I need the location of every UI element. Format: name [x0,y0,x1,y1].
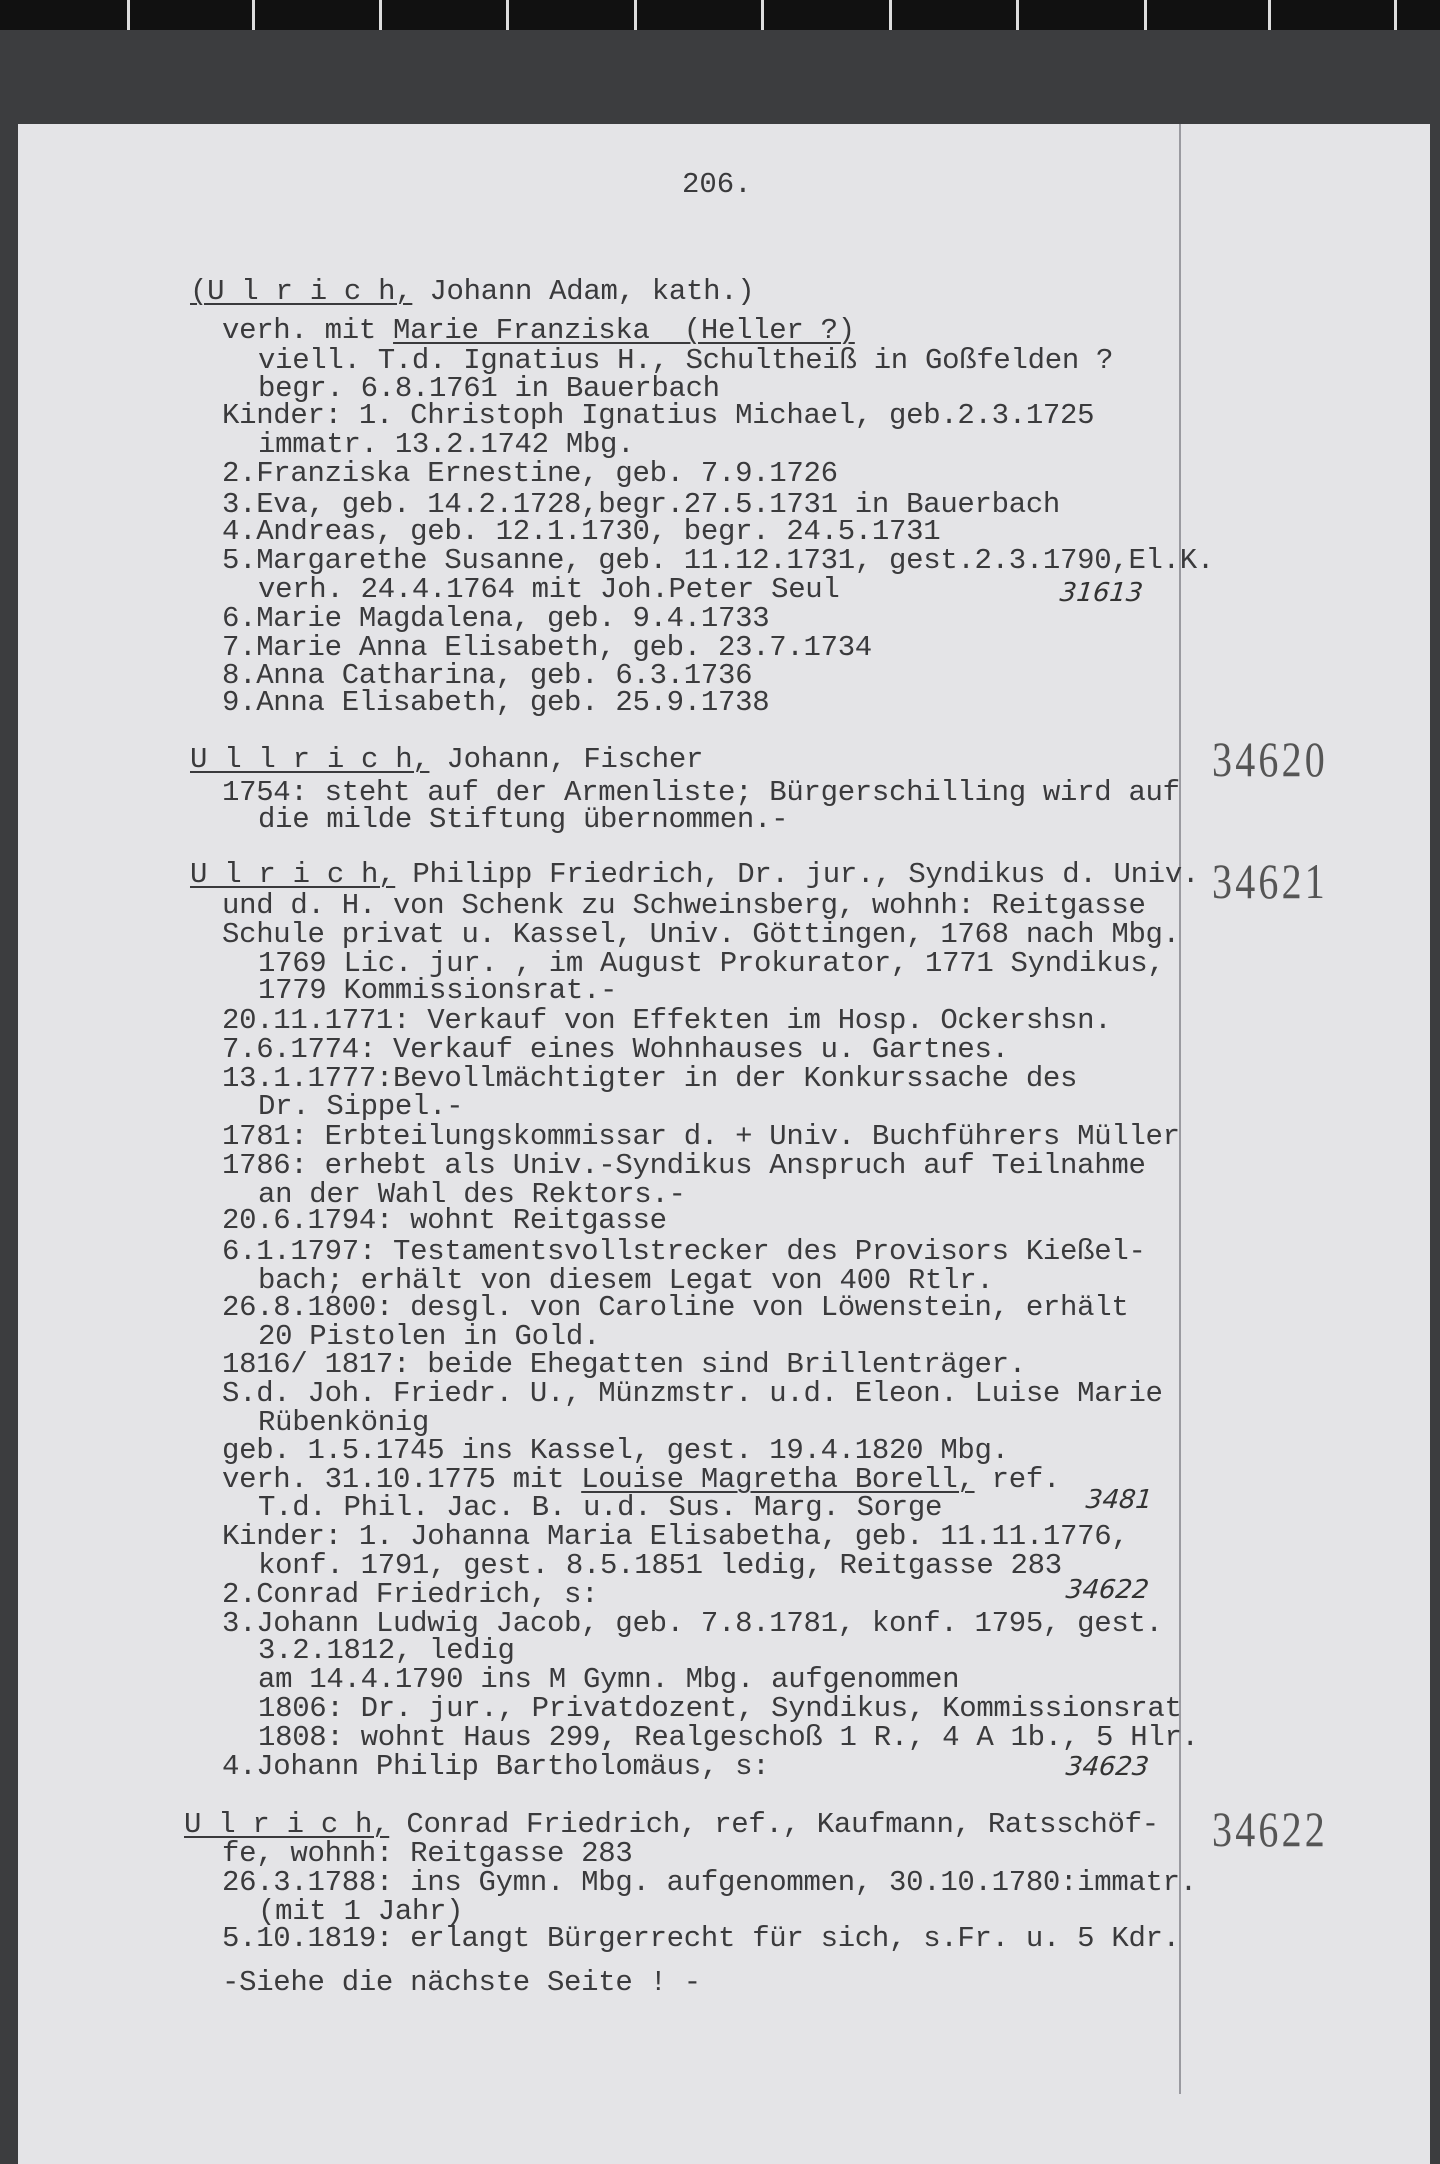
text-line: und d. H. von Schenk zu Schweinsberg, wohnh: Reitgasse [222,889,1146,922]
text-line: am 14.4.1790 ins M Gymn. Mbg. aufgenommen [258,1663,960,1696]
surname: U l r i c h, [184,1808,390,1841]
text-line: an der Wahl des Rektors.- [258,1178,686,1211]
text-line: 5.Margarethe Susanne, geb. 11.12.1731, gest.2.3.1790,El.K. [222,544,1214,577]
entry-header [184,1810,1159,1840]
ruler-tick [506,0,509,30]
handwritten-number: 31613 [1058,578,1145,608]
text-line: Kinder: 1. Christoph Ignatius Michael, geb.2.3.1725 [222,399,1095,432]
text-line: 1808: wohnt Haus 299, Realgeschoß 1 R., 4 A 1b., 5 Hlr. [258,1721,1199,1754]
record-number-stamp: 34620 [1212,731,1328,787]
text-line: immatr. 13.2.1742 Mbg. [258,428,635,461]
entry-header [190,745,703,775]
surname: U l r i c h, [190,858,396,891]
text-line: 26.8.1800: desgl. von Caroline von Löwenstein, erhält [222,1291,1129,1324]
text-line: 3.Eva, geb. 14.2.1728,begr.27.5.1731 in Bauerbach [222,488,1061,521]
text-line: 1806: Dr. jur., Privatdozent, Syndikus, Kommissionsrat [258,1692,1182,1725]
text-line: 1781: Erbteilungskommissar d. + Univ. Buchführers Müller [222,1120,1180,1153]
text-line: 20 Pistolen in Gold. [258,1320,601,1353]
text-line: konf. 1791, gest. 8.5.1851 ledig, Reitgasse 283 [258,1549,1062,1582]
text-line [222,316,855,346]
text-line: 1754: steht auf der Armenliste; Bürgerschilling wird auf [222,776,1180,809]
text-line: (mit 1 Jahr) [258,1895,464,1928]
text-line: 4.Johann Philip Bartholomäus, s: [222,1750,770,1783]
text-line: bach; erhält von diesem Legat von 400 Rtlr. [258,1264,994,1297]
entry-header [190,860,1199,890]
ruler-tick [1144,0,1147,30]
text-line: 3.Johann Ludwig Jacob, geb. 7.8.1781, konf. 1795, gest. [222,1607,1163,1640]
text-line: verh. 24.4.1764 mit Joh.Peter Seul [258,573,840,606]
text-line: 1769 Lic. jur. , im August Prokurator, 1771 Syndikus, [258,947,1165,980]
entry-header [190,277,754,307]
text-line: 20.6.1794: wohnt Reitgasse [222,1204,667,1237]
text-line: Dr. Sippel.- [258,1090,464,1123]
text-line: Schule privat u. Kassel, Univ. Göttingen, 1768 nach Mbg. [222,918,1180,951]
header-text: Johann, Fischer [429,743,704,776]
text-line: T.d. Phil. Jac. B. u.d. Sus. Marg. Sorge [258,1491,943,1524]
continued-note: -Siehe die nächste Seite ! - [222,1966,701,1999]
text-line: 1779 Kommissionsrat.- [258,974,618,1007]
text-line: S.d. Joh. Friedr. U., Münzmstr. u.d. Eleon. Luise Marie [222,1377,1163,1410]
handwritten-number: 34622 [1064,1575,1151,1605]
text-line: 2.Conrad Friedrich, s: [222,1578,599,1611]
text-line: 7.6.1774: Verkauf eines Wohnhauses u. Gartnes. [222,1033,1009,1066]
ruler-tick [127,0,130,30]
handwritten-number: 34623 [1064,1752,1151,1782]
text-line: 6.1.1797: Testamentsvollstrecker des Provisors Kießel- [222,1235,1146,1268]
handwritten-number: 3481 [1084,1485,1154,1515]
scanner-ruler [0,0,1440,30]
text: verh. mit [222,314,394,347]
margin-line [1179,124,1181,2094]
text-line: fe, wohnh: Reitgasse 283 [222,1837,633,1870]
text-line: viell. T.d. Ignatius H., Schultheiß in Goßfelden ? [258,344,1114,377]
surname: (U l r i c h, [190,275,413,308]
text-line: Rübenkönig [258,1406,430,1439]
text-line: 13.1.1777:Bevollmächtigter in der Konkurssache des [222,1062,1078,1095]
text-line: geb. 1.5.1745 ins Kassel, gest. 19.4.1820 Mbg. [222,1434,1009,1467]
header-text: Johann Adam, kath.) [412,275,755,308]
text-line: 1816/ 1817: beide Ehegatten sind Brillenträger. [222,1348,1026,1381]
ruler-tick [379,0,382,30]
text-line: die milde Stiftung übernommen.- [258,803,789,836]
text-line: Kinder: 1. Johanna Maria Elisabetha, geb. 11.11.1776, [222,1520,1129,1553]
ruler-tick [889,0,892,30]
ruler-tick [761,0,764,30]
page-number: 206. [682,168,752,201]
text-line: 6.Marie Magdalena, geb. 9.4.1733 [222,602,770,635]
header-text: Conrad Friedrich, ref., Kaufmann, Ratsschöf- [389,1808,1159,1841]
text-line: 2.Franziska Ernestine, geb. 7.9.1726 [222,457,838,490]
text-line: 7.Marie Anna Elisabeth, geb. 23.7.1734 [222,631,872,664]
text-line: 9.Anna Elisabeth, geb. 25.9.1738 [222,686,770,719]
ruler-tick [634,0,637,30]
text: verh. 31.10.1775 mit [222,1463,582,1496]
ruler-tick [1394,0,1397,30]
ruler-tick [252,0,255,30]
ruler-tick [1268,0,1271,30]
text-line: 1786: erhebt als Univ.-Syndikus Anspruch auf Teilnahme [222,1149,1146,1182]
text-line: begr. 6.8.1761 in Bauerbach [258,372,720,405]
text-line: 3.2.1812, ledig [258,1634,515,1667]
spouse-name: Louise Magretha Borell, [581,1463,975,1496]
spouse-name: Marie Franziska (Heller ?) [393,314,855,347]
header-text: Philipp Friedrich, Dr. jur., Syndikus d. Univ. [395,858,1200,891]
text: ref. [974,1463,1061,1496]
text-line: 20.11.1771: Verkauf von Effekten im Hosp. Ockershsn. [222,1004,1112,1037]
text-line: 5.10.1819: erlangt Bürgerrecht für sich, s.Fr. u. 5 Kdr. [222,1922,1180,1955]
text-line: 4.Andreas, geb. 12.1.1730, begr. 24.5.1731 [222,515,941,548]
surname: U l l r i c h, [190,743,430,776]
text-line: 8.Anna Catharina, geb. 6.3.1736 [222,659,753,692]
record-number-stamp: 34622 [1212,1801,1328,1857]
text-line: 26.3.1788: ins Gymn. Mbg. aufgenommen, 30.10.1780:immatr. [222,1866,1197,1899]
ruler-tick [1016,0,1019,30]
record-number-stamp: 34621 [1212,853,1328,909]
